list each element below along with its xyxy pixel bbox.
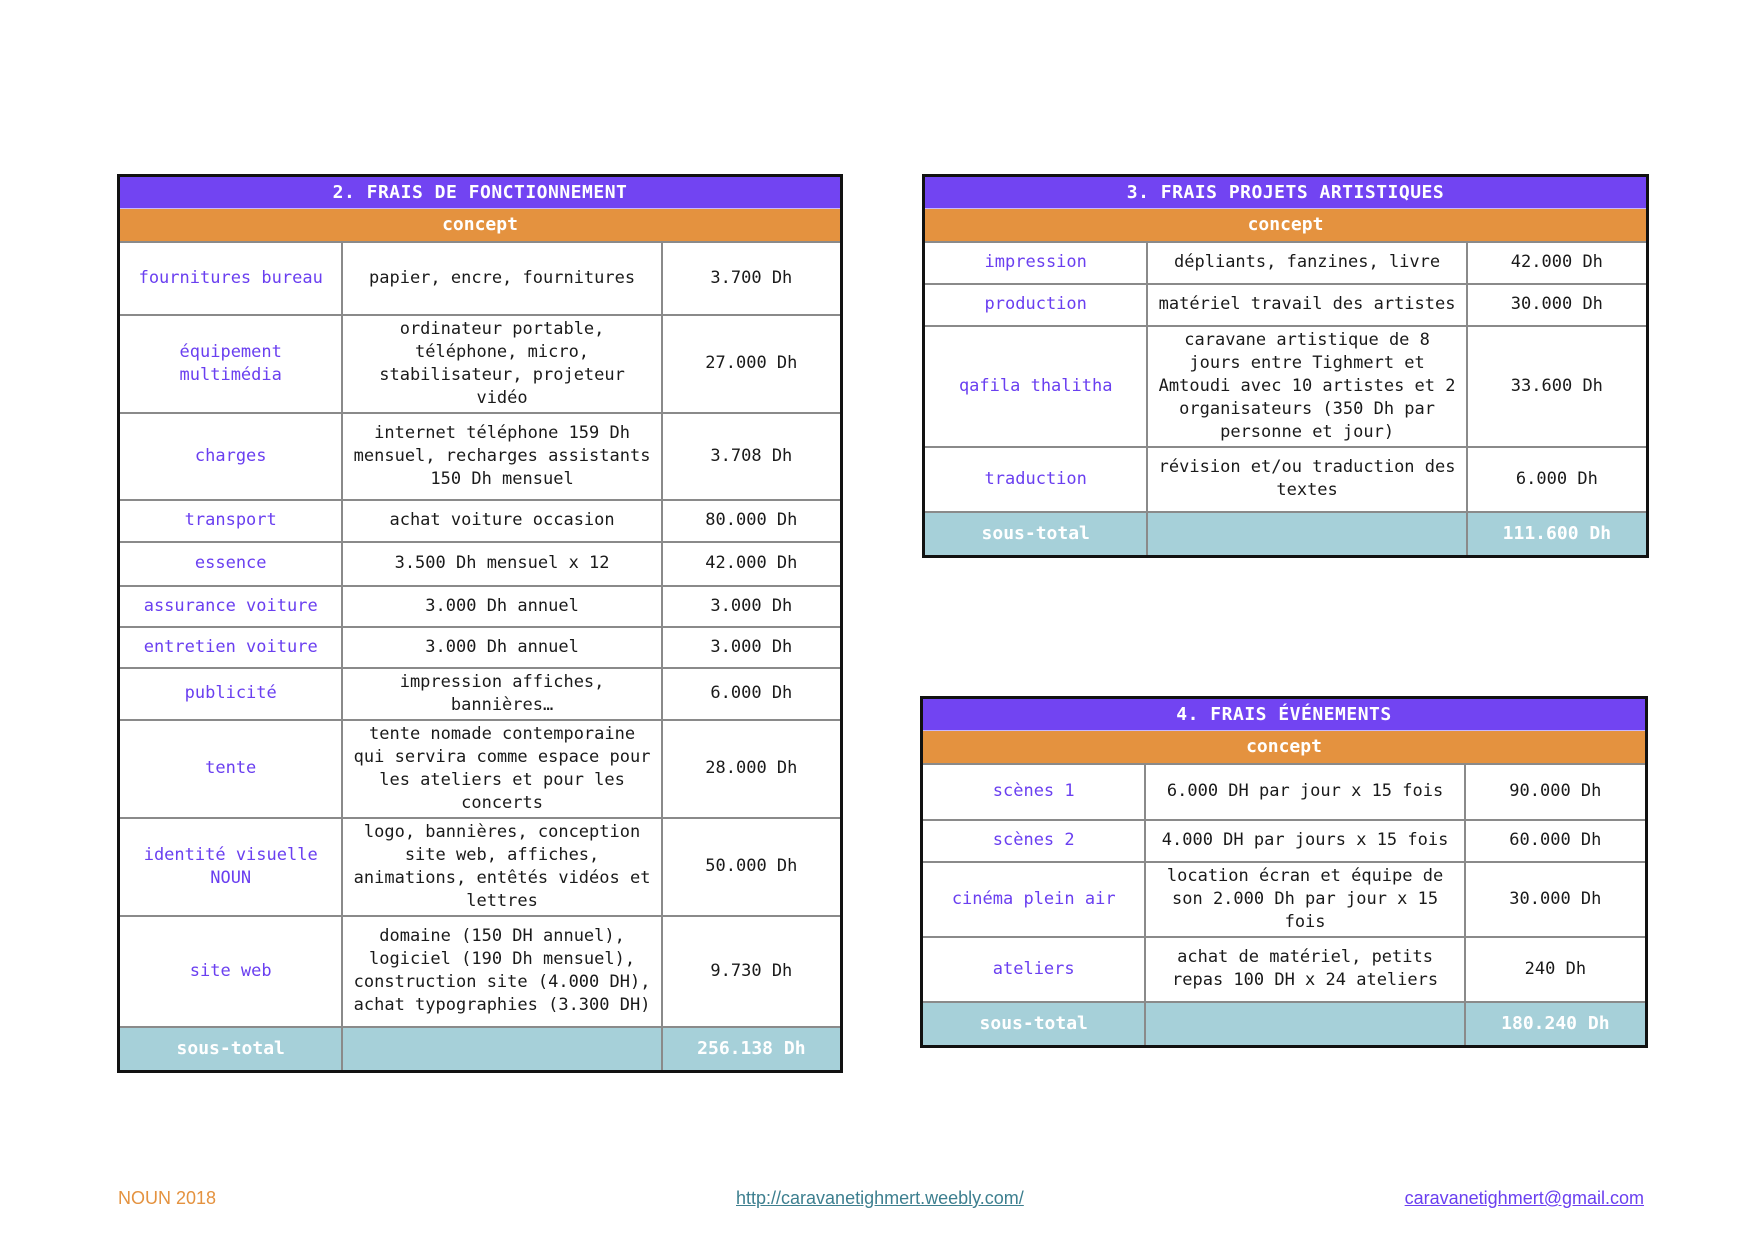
- table-frais-fonctionnement: [117, 174, 843, 1073]
- row-amount: 28.000 Dh: [662, 720, 842, 818]
- row-description: achat de matériel, petits repas 100 DH x 24 ateliers: [1145, 937, 1464, 1002]
- row-description: papier, encre, fournitures: [342, 242, 661, 315]
- row-label: qafila thalitha: [924, 326, 1148, 447]
- row-label: équipement multimédia: [119, 315, 343, 413]
- table-row: [119, 720, 842, 818]
- row-description: 4.000 DH par jours x 15 fois: [1145, 820, 1464, 862]
- table-row: [119, 586, 842, 627]
- row-amount: 30.000 Dh: [1467, 284, 1648, 326]
- row-label: identité visuelle NOUN: [119, 818, 343, 916]
- row-amount: 60.000 Dh: [1465, 820, 1647, 862]
- table-row: [924, 326, 1648, 447]
- table-row: [119, 627, 842, 668]
- row-description: matériel travail des artistes: [1147, 284, 1466, 326]
- concept-header: concept: [924, 209, 1648, 242]
- row-amount: 42.000 Dh: [1467, 242, 1648, 284]
- subtotal-label: sous-total: [922, 1002, 1146, 1047]
- row-label: scènes 2: [922, 820, 1146, 862]
- row-amount: 42.000 Dh: [662, 542, 842, 586]
- table-row: [119, 542, 842, 586]
- table-body: [924, 242, 1648, 512]
- row-description: 6.000 DH par jour x 15 fois: [1145, 764, 1464, 820]
- footer-email-link[interactable]: caravanetighmert@gmail.com: [1404, 1188, 1644, 1208]
- subtotal-amount: 111.600 Dh: [1467, 512, 1648, 557]
- table-row: [119, 668, 842, 720]
- subtotal-label: sous-total: [119, 1027, 343, 1072]
- table-row: [119, 242, 842, 315]
- subtotal-amount: 180.240 Dh: [1465, 1002, 1647, 1047]
- row-label: site web: [119, 916, 343, 1027]
- row-amount: 3.700 Dh: [662, 242, 842, 315]
- row-description: impression affiches, bannières…: [342, 668, 661, 720]
- table-row: [119, 818, 842, 916]
- row-amount: 80.000 Dh: [662, 500, 842, 542]
- row-description: 3.000 Dh annuel: [342, 586, 661, 627]
- row-description: 3.500 Dh mensuel x 12: [342, 542, 661, 586]
- row-amount: 27.000 Dh: [662, 315, 842, 413]
- row-description: ordinateur portable, téléphone, micro, stabilisateur, projeteur vidéo: [342, 315, 661, 413]
- table-body: [119, 242, 842, 1027]
- row-description: révision et/ou traduction des textes: [1147, 447, 1466, 512]
- row-label: publicité: [119, 668, 343, 720]
- row-label: essence: [119, 542, 343, 586]
- row-label: ateliers: [922, 937, 1146, 1002]
- row-label: tente: [119, 720, 343, 818]
- row-description: achat voiture occasion: [342, 500, 661, 542]
- row-description: internet téléphone 159 Dh mensuel, recharges assistants 150 Dh mensuel: [342, 413, 661, 500]
- row-description: logo, bannières, conception site web, affiches, animations, entêtés vidéos et lettres: [342, 818, 661, 916]
- row-amount: 240 Dh: [1465, 937, 1647, 1002]
- row-description: location écran et équipe de son 2.000 Dh par jour x 15 fois: [1145, 862, 1464, 937]
- row-amount: 9.730 Dh: [662, 916, 842, 1027]
- row-label: entretien voiture: [119, 627, 343, 668]
- row-amount: 30.000 Dh: [1465, 862, 1647, 937]
- row-description: dépliants, fanzines, livre: [1147, 242, 1466, 284]
- table-title: 2. FRAIS DE FONCTIONNEMENT: [119, 176, 842, 209]
- row-description: 3.000 Dh annuel: [342, 627, 661, 668]
- subtotal-empty: [1147, 512, 1466, 557]
- row-amount: 6.000 Dh: [1467, 447, 1648, 512]
- row-label: production: [924, 284, 1148, 326]
- footer-website-link[interactable]: http://caravanetighmert.weebly.com/: [736, 1188, 1024, 1208]
- subtotal-empty: [342, 1027, 661, 1072]
- concept-header: concept: [922, 731, 1647, 764]
- table-row: [922, 937, 1647, 1002]
- row-amount: 33.600 Dh: [1467, 326, 1648, 447]
- table-row: [922, 764, 1647, 820]
- row-description: domaine (150 DH annuel), logiciel (190 Dh mensuel), construction site (4.000 DH), achat typographies (3.300 DH): [342, 916, 661, 1027]
- row-amount: 6.000 Dh: [662, 668, 842, 720]
- row-amount: 3.708 Dh: [662, 413, 842, 500]
- table-row: [119, 500, 842, 542]
- row-label: fournitures bureau: [119, 242, 343, 315]
- row-label: scènes 1: [922, 764, 1146, 820]
- subtotal-amount: 256.138 Dh: [662, 1027, 842, 1072]
- row-label: charges: [119, 413, 343, 500]
- row-amount: 3.000 Dh: [662, 586, 842, 627]
- row-description: tente nomade contemporaine qui servira comme espace pour les ateliers et pour les concerts: [342, 720, 661, 818]
- table-frais-evenements: [920, 696, 1648, 1048]
- row-label: impression: [924, 242, 1148, 284]
- row-label: traduction: [924, 447, 1148, 512]
- row-description: caravane artistique de 8 jours entre Tighmert et Amtoudi avec 10 artistes et 2 organisateurs (350 Dh par personne et jour): [1147, 326, 1466, 447]
- table-row: [924, 242, 1648, 284]
- table-row: [119, 916, 842, 1027]
- footer-brand: NOUN 2018: [118, 1188, 217, 1208]
- row-amount: 3.000 Dh: [662, 627, 842, 668]
- table-frais-projets-artistiques: [922, 174, 1649, 558]
- row-label: transport: [119, 500, 343, 542]
- row-amount: 90.000 Dh: [1465, 764, 1647, 820]
- table-title: 4. FRAIS ÉVÉNEMENTS: [922, 698, 1647, 731]
- table-body: [922, 764, 1647, 1002]
- table-row: [924, 447, 1648, 512]
- subtotal-label: sous-total: [924, 512, 1148, 557]
- table-row: [119, 413, 842, 500]
- table-row: [924, 284, 1648, 326]
- table-title: 3. FRAIS PROJETS ARTISTIQUES: [924, 176, 1648, 209]
- concept-header: concept: [119, 209, 842, 242]
- row-amount: 50.000 Dh: [662, 818, 842, 916]
- row-label: assurance voiture: [119, 586, 343, 627]
- table-row: [922, 862, 1647, 937]
- table-row: [119, 315, 842, 413]
- row-label: cinéma plein air: [922, 862, 1146, 937]
- subtotal-empty: [1145, 1002, 1464, 1047]
- table-row: [922, 820, 1647, 862]
